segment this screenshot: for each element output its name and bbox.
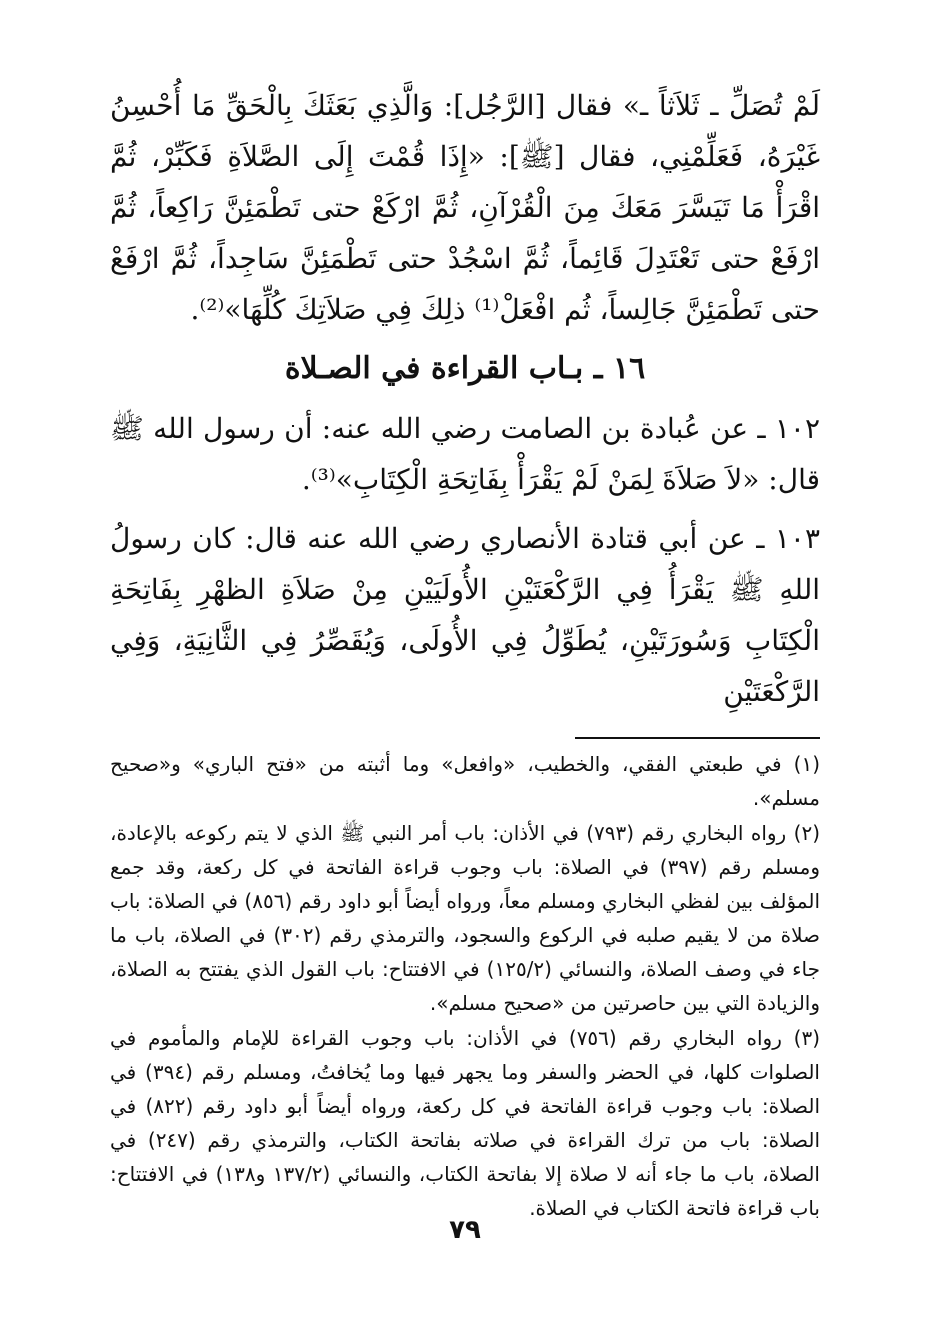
hadith-103: ١٠٣ ـ عن أبي قتادة الأنصاري رضي الله عنه قال: كان رسولُ اللهِ ﷺ يَقْرَأُ فِي الرَّكْعَتَيْنِ الأُولَيَيْنِ مِنْ صَلاَةِ الظهْرِ بِفَاتِحَةِ الْكِتَابِ وَسُورَتَيْنِ، يُطَوِّلُ فِي الأُولَى، وَيُقَصِّرُ فِي الثَّانِيَةِ، وَفِي الرَّكْعَتَيْنِ [110,522,820,708]
footnotes [110,747,820,1225]
footnote-3: (٣) رواه البخاري رقم (٧٥٦) في الأذان: باب وجوب القراءة للإمام والمأموم في الصلوات كلها، في الحضر والسفر وما يجهر فيها وما يُخافتُ، ومسلم رقم (٣٩٤) في الصلاة: باب وجوب قراءة الفاتحة في كل ركعة، ورواه أيضاً أبو داود رقم (٨٢٢) في الصلاة: باب من ترك القراءة في صلاته بفاتحة الكتاب، والترمذي رقم (٢٤٧) في الصلاة، باب ما جاء أنه لا صلاة إلا بفاتحة الكتاب، والنسائي (١٣٧/٢ و١٣٨) في الافتتاح: باب قراءة فاتحة الكتاب في الصلاة. [110,1026,820,1220]
hadith-102: ١٠٢ ـ عن عُبادة بن الصامت رضي الله عنه: أن رسول الله ﷺ قال: «لاَ صَلاَةَ لِمَنْ لَمْ يَقْرَأْ بِفَاتِحَةِ الْكِتَابِ»⁽³⁾. [110,412,820,496]
page-number: ٧٩ [449,1215,481,1245]
main-text-continuation: لَمْ تُصَلِّ ـ ثَلاَثاً ـ» فقال [الرَّجُل]: وَالَّذِي بَعَثَكَ بِالْحَقِّ مَا أُحْسِنُ غَيْرَهُ، فَعَلِّمْنِي، فقال [ﷺ]: «إِذَا قُمْتَ إِلَى الصَّلاَةِ فَكَبِّرْ، ثُمَّ اقْرَأْ مَا تَيَسَّرَ مَعَكَ مِنَ الْقُرْآنِ، ثُمَّ ارْكَعْ حتى تَطْمَئِنَّ رَاكِعاً، ثُمَّ ارْفَعْ حتى تَعْتَدِلَ قَائِماً، ثُمَّ اسْجُدْ حتى تَطْمَئِنَّ سَاجِداً، ثُمَّ ارْفَعْ حتى تَطْمَئِنَّ جَالِساً، ثُم افْعَلْ⁽¹⁾ ذلِكَ فِي صَلاَتِكَ كُلِّهَا»⁽²⁾. [110,89,820,326]
footnote-separator [575,737,820,739]
chapter-title: ١٦ ـ بـاب القراءة في الصـلاة [284,351,646,386]
footnote-1: (١) في طبعتي الفقي، والخطيب، «وافعل» وما أثبته من «فتح الباري» و«صحيح مسلم». [110,752,820,810]
document-page [110,70,820,1310]
footnote-2: (٢) رواه البخاري رقم (٧٩٣) في الأذان: باب أمر النبي ﷺ الذي لا يتم ركوعه بالإعادة، ومسلم رقم (٣٩٧) في الصلاة: باب وجوب قراءة الفاتحة في كل ركعة، وقد جمع المؤلف بين لفظي البخاري ومسلم معاً، ورواه أيضاً أبو داود رقم (٨٥٦) في الصلاة: باب صلاة من لا يقيم صلبه في الركوع والسجود، والترمذي رقم (٣٠٢) في الصلاة، باب ما جاء في وصف الصلاة، والنسائي (١٢٥/٢) في الافتتاح: باب القول الذي يفتتح به الصلاة، والزيادة التي بين حاصرتين من «صحيح مسلم». [110,821,820,1015]
